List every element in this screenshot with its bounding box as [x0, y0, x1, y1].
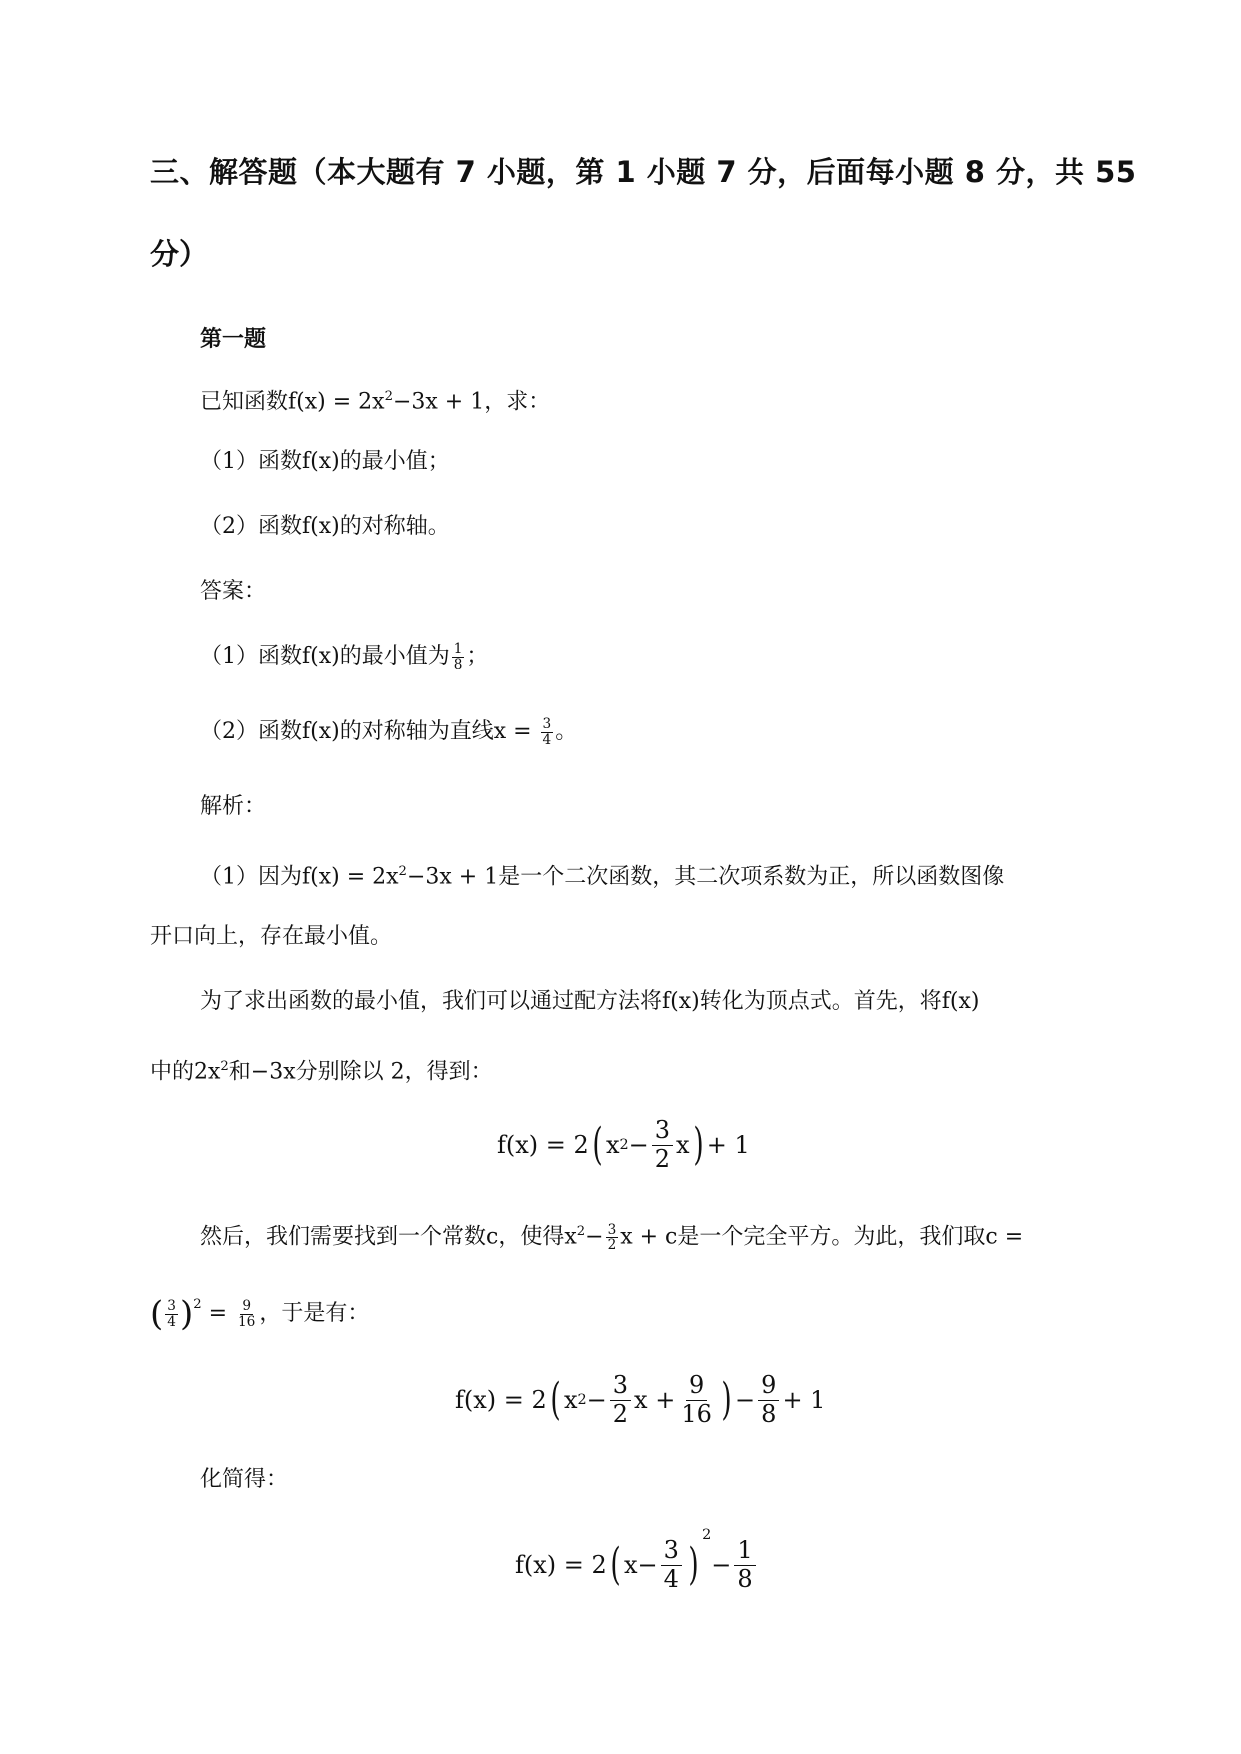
fraction: $\frac{3}{4}$	[167, 1298, 176, 1330]
analysis-paragraph-3: 然后，我们需要找到一个常数c，使得$x^2-$ $\frac{3}{2}$ x + c是一个完全平方。为此，我们取c =	[200, 1221, 1024, 1253]
section-heading: 三、解答题（本大题有 7 小题，第 1 小题 7 分，后面每小题 8 分，共 55	[150, 155, 1137, 189]
fraction: $\frac{9}{16}$	[238, 1298, 256, 1330]
section-heading-continued: 分）	[150, 237, 209, 271]
answer-1: （1）函数f(x)的最小值为 $\frac{1}{8}$ ；	[200, 641, 489, 673]
simplify-label: 化简得：	[200, 1467, 289, 1492]
fraction: $\frac{9}{8}$	[758, 1372, 779, 1428]
analysis-paragraph-1: （1）因为$f(x) = 2x^2-3x + 1$是一个二次函数，其二次项系数为正，所以函数图像	[200, 864, 1005, 890]
analysis-paragraph-1-cont: 开口向上，存在最小值。	[150, 924, 393, 949]
answer-label: 答案：	[200, 579, 267, 604]
fraction: $\frac{3}{2}$	[610, 1372, 631, 1428]
analysis-label: 解析：	[200, 794, 267, 819]
question-title: 第一题	[200, 327, 267, 352]
fraction: $\frac{3}{4}$	[661, 1537, 682, 1593]
question-part-2: （2）函数f(x)的对称轴。	[200, 514, 450, 539]
equation-1: f(x) = 2 ( x 2 − $\frac{3}{2}$ x ) + 1	[497, 1115, 750, 1173]
fraction: $\frac{1}{8}$	[734, 1537, 755, 1593]
question-part-1: （1）函数f(x)的最小值；	[200, 449, 450, 474]
fraction: $\frac{3}{4}$	[542, 716, 552, 748]
analysis-paragraph-3-cont: ( $\frac{3}{4}$ )$^2$ = $\frac{9}{16}$ ，于是有：	[150, 1294, 370, 1334]
fraction: $\frac{9}{16}$	[681, 1370, 712, 1428]
analysis-paragraph-2: 为了求出函数的最小值，我们可以通过配方法将f(x)转化为顶点式。首先，将f(x)	[200, 989, 980, 1014]
question-stem: 已知函数$f(x) = 2x^2-3x + 1$，求：	[200, 389, 551, 415]
equation-3: f(x) = 2 ( x− $\frac{3}{4}$ ) 2 − $\frac{1}{8}$	[515, 1525, 759, 1605]
answer-2: （2）函数f(x)的对称轴为直线x = $\frac{3}{4}$ 。	[200, 716, 578, 748]
fraction: $\frac{1}{8}$	[453, 641, 463, 673]
analysis-paragraph-2-cont: 中的$2x^2$和−3x分别除以 2，得到：	[150, 1059, 493, 1085]
fraction: $\frac{3}{2}$	[652, 1117, 673, 1173]
fraction: $\frac{3}{2}$	[607, 1221, 617, 1253]
equation-2: f(x) = 2 ( x 2 − $\frac{3}{2}$ x + $\frac{9}{16}$ ) − $\frac{9}{8}$ + 1	[455, 1370, 826, 1428]
